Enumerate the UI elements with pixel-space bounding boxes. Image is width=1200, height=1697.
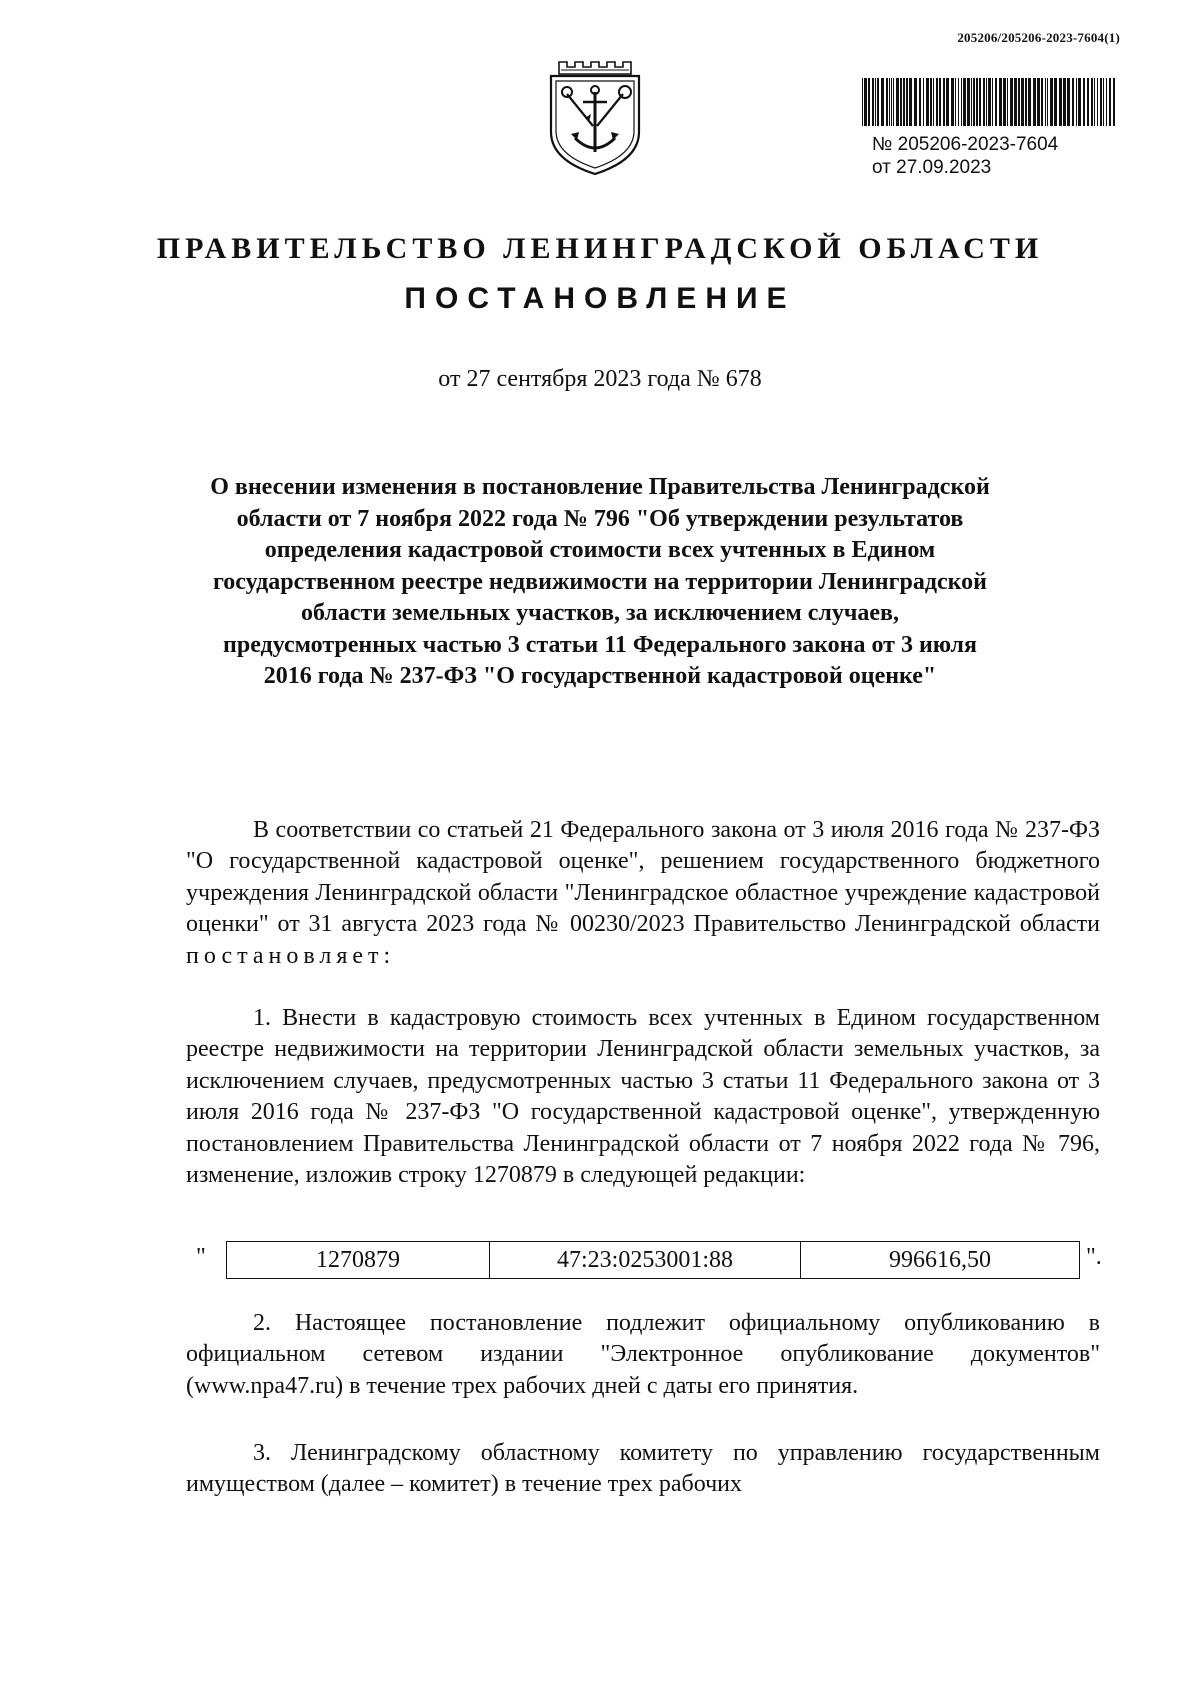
item-1-paragraph: 1. Внести в кадастровую стоимость всех учтенных в Едином государственном реестре недвижимости на территории Ленинградской области земельных участков, за исключением случаев, предусмотренных частью 3 статьи 11 Федерального закона от 3 июля 2016 года № 237-ФЗ "О государственной кадастровой оценке", утвержденную постановлением Правительства Ленинградской области от 7 ноября 2022 года № 796, изменение, изложив строку 1270879 в следующей редакции: — [186, 1005, 1100, 1189]
reference-id: 205206/205206-2023-7604(1) — [957, 30, 1120, 45]
document-date: от 27 сентября 2023 года № 678 — [438, 366, 762, 392]
intro-paragraph — [186, 815, 1100, 972]
intro-text: В соответствии со статьей 21 Федерального закона от 3 июля 2016 года № 237-ФЗ "О государственной кадастровой оценке", решением государственного бюджетного учреждения Ленинградской области "Ленинградское областное учреждение кадастровой оценки" от 31 августа 2023 года № 00230/2023 Правительство Ленинградской области — [186, 817, 1100, 938]
barcode-icon — [862, 78, 1116, 126]
document-subject: О внесении изменения в постановление Правительства Ленинградской области от 7 ноября 2022 года № 796 "Об утверждении результатов определения кадастровой стоимости всех учтенных в Едином государственном реестре недвижимости на территории Ленинградской области земельных участков, за исключением случаев, предусмотренных частью 3 статьи 11 Федерального закона от 3 июля 2016 года № 237-ФЗ "О государственной кадастровой оценке" — [210, 474, 990, 689]
cadastral-value-cell: 996616,50 — [889, 1247, 991, 1273]
leningrad-oblast-coat-of-arms-icon — [545, 54, 645, 178]
resolves-word: постановляет: — [186, 942, 396, 969]
row-number-cell: 1270879 — [227, 1242, 490, 1278]
organization-title: ПРАВИТЕЛЬСТВО ЛЕНИНГРАДСКОЙ ОБЛАСТИ — [156, 232, 1044, 265]
registration-number: № 205206-2023-7604 — [872, 134, 1059, 155]
item-3-paragraph: 3. Ленинградскому областному комитету по управлению государственным имуществом (далее – комитет) в течение трех рабочих — [186, 1440, 1100, 1498]
open-quote: " — [196, 1244, 206, 1270]
cadastral-number-cell: 47:23:0253001:88 — [490, 1242, 801, 1278]
close-quote: ". — [1086, 1244, 1102, 1270]
document-type: ПОСТАНОВЛЕНИЕ — [404, 282, 796, 315]
item-2-paragraph: 2. Настоящее постановление подлежит официальному опубликованию в официальном сетевом издании "Электронное опубликование документов" (www.npa47.ru) в течение трех рабочих дней с даты его принятия. — [186, 1310, 1100, 1399]
registration-date: от 27.09.2023 — [872, 157, 992, 178]
table-row — [226, 1241, 1080, 1279]
amended-table-row — [186, 1240, 1100, 1282]
